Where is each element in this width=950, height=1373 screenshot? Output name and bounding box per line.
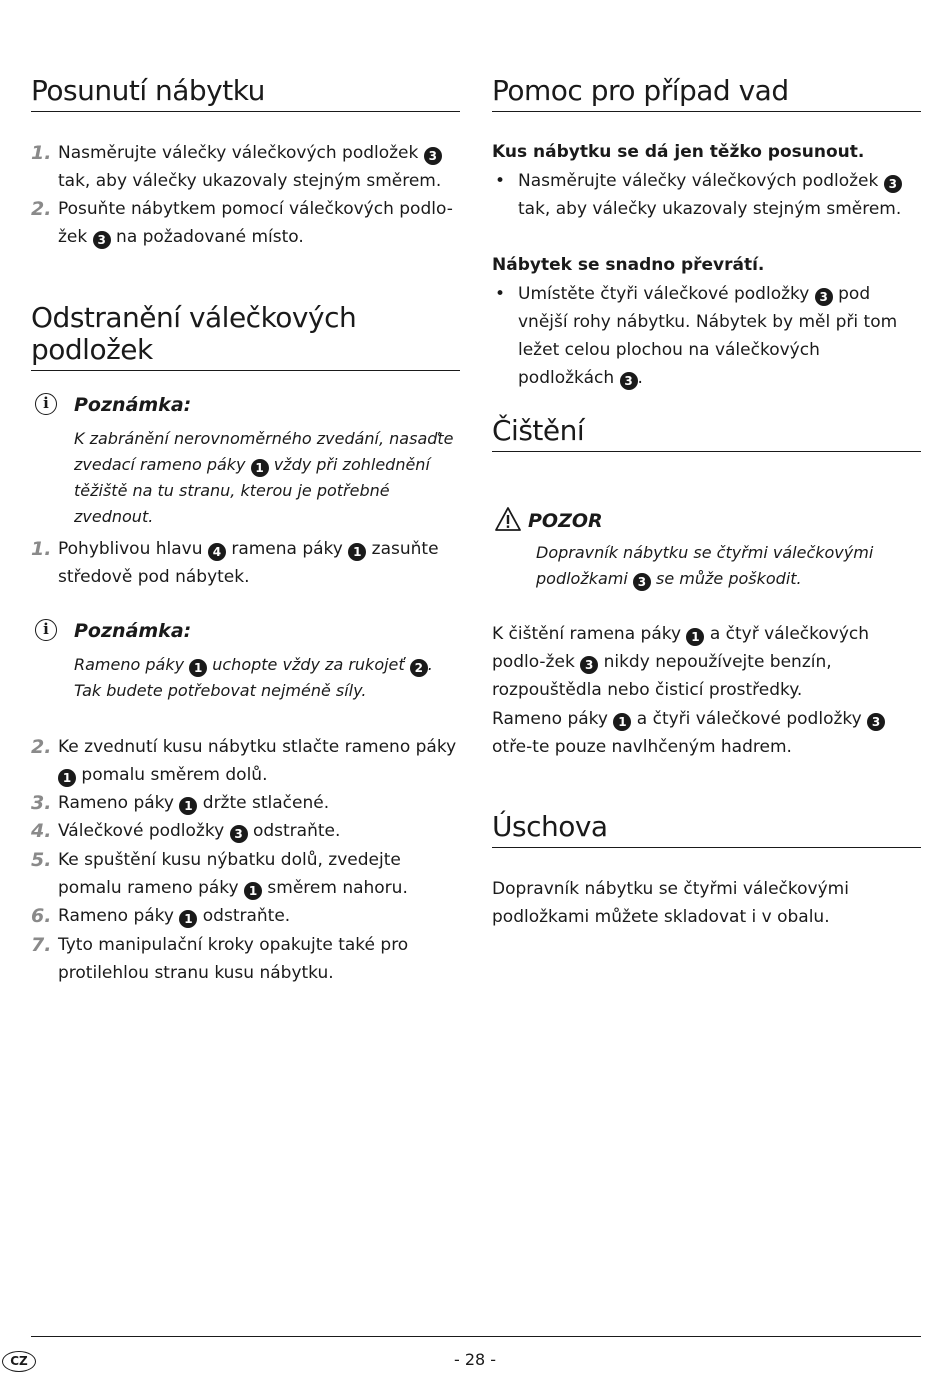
part-ref-3: 3: [580, 656, 598, 674]
part-ref-3: 3: [867, 713, 885, 731]
move-step-1: [31, 139, 460, 195]
remove-step-6: [31, 902, 460, 930]
part-ref-1: 1: [58, 769, 76, 787]
part-ref-1: 1: [189, 659, 207, 677]
problem-solution-2: [492, 280, 921, 392]
solution-text: Umístěte čtyři válečkové podložky 3 pod vnější rohy nábytku. Nábytek by měl při tom ležet celou plochou na válečkových podložkách 3 .: [518, 284, 898, 388]
section-title-move: Posunutí nábytku: [31, 75, 460, 112]
bullet: •: [495, 171, 506, 191]
section-title-storage: Úschova: [492, 811, 921, 848]
step-number: 1.: [31, 538, 52, 560]
part-ref-1: 1: [179, 910, 197, 928]
step-number: 7.: [31, 934, 52, 956]
step-number: 4.: [31, 820, 52, 842]
remove-step-3: [31, 789, 460, 817]
step-number: 6.: [31, 905, 52, 927]
step-number: 2.: [31, 198, 52, 220]
warning-title: POZOR: [528, 510, 603, 532]
part-ref-3: 3: [633, 573, 651, 591]
remove-step-2: [31, 733, 460, 789]
note-title: Poznámka:: [74, 620, 192, 642]
step-text: Válečkové podložky 3 odstraňte.: [58, 821, 341, 841]
note-body: K zabránění nerovnoměrného zvedání, nasaďte zvedací rameno páky 1 vždy při zohlednění těžiště na tu stranu, kterou je potřebné zvednout.: [74, 429, 454, 526]
step-number: 3.: [31, 792, 52, 814]
part-ref-1: 1: [686, 628, 704, 646]
solution-text: Nasměrujte válečky válečkových podložek 3 tak, aby válečky ukazovaly stejným směrem.: [518, 171, 902, 219]
remove-step-1: [31, 535, 460, 591]
part-ref-1: 1: [348, 543, 366, 561]
part-ref-4: 4: [208, 543, 226, 561]
bullet: •: [495, 284, 506, 304]
note-title: Poznámka:: [74, 394, 192, 416]
warning-body: Dopravník nábytku se čtyřmi válečkovými podložkami 3 se může poškodit.: [536, 543, 874, 589]
problem-heading-2: Nábytek se snadno převrátí.: [492, 255, 765, 275]
storage-paragraph: Dopravník nábytku se čtyřmi válečkovými podložkami můžete skladovat i v obalu.: [492, 879, 849, 927]
part-ref-3: 3: [815, 288, 833, 306]
step-text: Pohyblivou hlavu 4 ramena páky 1 zasuňte středově pod nábytek.: [58, 539, 439, 587]
step-number: 5.: [31, 849, 52, 871]
step-text: Tyto manipulační kroky opakujte také pro protilehlou stranu kusu nábytku.: [58, 935, 409, 983]
part-ref-3: 3: [620, 372, 638, 390]
info-icon: i: [35, 619, 57, 641]
cleaning-paragraph-2: Rameno páky 1 a čtyři válečkové podložky 3 otře-te pouze navlhčeným hadrem.: [492, 705, 921, 761]
part-ref-3: 3: [230, 825, 248, 843]
part-ref-1: 1: [244, 882, 262, 900]
step-text: Ke spuštění kusu nýbatku dolů, zvedejte pomalu rameno páky 1 směrem nahoru.: [58, 850, 408, 898]
step-text: Rameno páky 1 držte stlačené.: [58, 793, 330, 813]
remove-step-4: [31, 817, 460, 845]
step-number: 2.: [31, 736, 52, 758]
problem-heading-1: Kus nábytku se dá jen těžko posunout.: [492, 142, 865, 162]
section-title-help: Pomoc pro případ vad: [492, 75, 921, 112]
part-ref-3: 3: [424, 147, 442, 165]
cleaning-paragraph-1: K čištění ramena páky 1 a čtyř válečkových podlo-žek 3 nikdy nepoužívejte benzín, rozpouštědla nebo čisticí prostředky.: [492, 624, 870, 700]
page-number: - 28 -: [453, 1350, 497, 1369]
remove-step-5: [31, 846, 460, 902]
part-ref-1: 1: [179, 797, 197, 815]
part-ref-1: 1: [613, 713, 631, 731]
warning-triangle-icon: [494, 506, 522, 532]
section-title-cleaning: Čištění: [492, 415, 921, 452]
part-ref-1: 1: [251, 459, 269, 477]
move-step-2: [31, 195, 460, 251]
part-ref-2: 2: [410, 659, 428, 677]
language-badge: CZ: [2, 1351, 36, 1372]
step-number: 1.: [31, 142, 52, 164]
note-body: Rameno páky 1 uchopte vždy za rukojeť 2 . Tak budete potřebovat nejméně síly.: [74, 655, 433, 700]
step-text: Ke zvednutí kusu nábytku stlačte rameno páky 1 pomalu směrem dolů.: [58, 737, 457, 785]
step-text: Rameno páky 1 odstraňte.: [58, 906, 291, 926]
remove-step-7: [31, 931, 460, 987]
info-icon: i: [35, 393, 57, 415]
step-text: Posuňte nábytkem pomocí válečkových podlo-žek 3 na požadované místo.: [58, 199, 453, 247]
problem-solution-1: [492, 167, 921, 223]
section-title-remove: Odstranění válečkových podložek: [31, 302, 460, 371]
step-text: Nasměrujte válečky válečkových podložek 3 tak, aby válečky ukazovaly stejným směrem.: [58, 143, 442, 191]
part-ref-3: 3: [93, 231, 111, 249]
part-ref-3: 3: [884, 175, 902, 193]
footer-divider: [31, 1336, 921, 1337]
